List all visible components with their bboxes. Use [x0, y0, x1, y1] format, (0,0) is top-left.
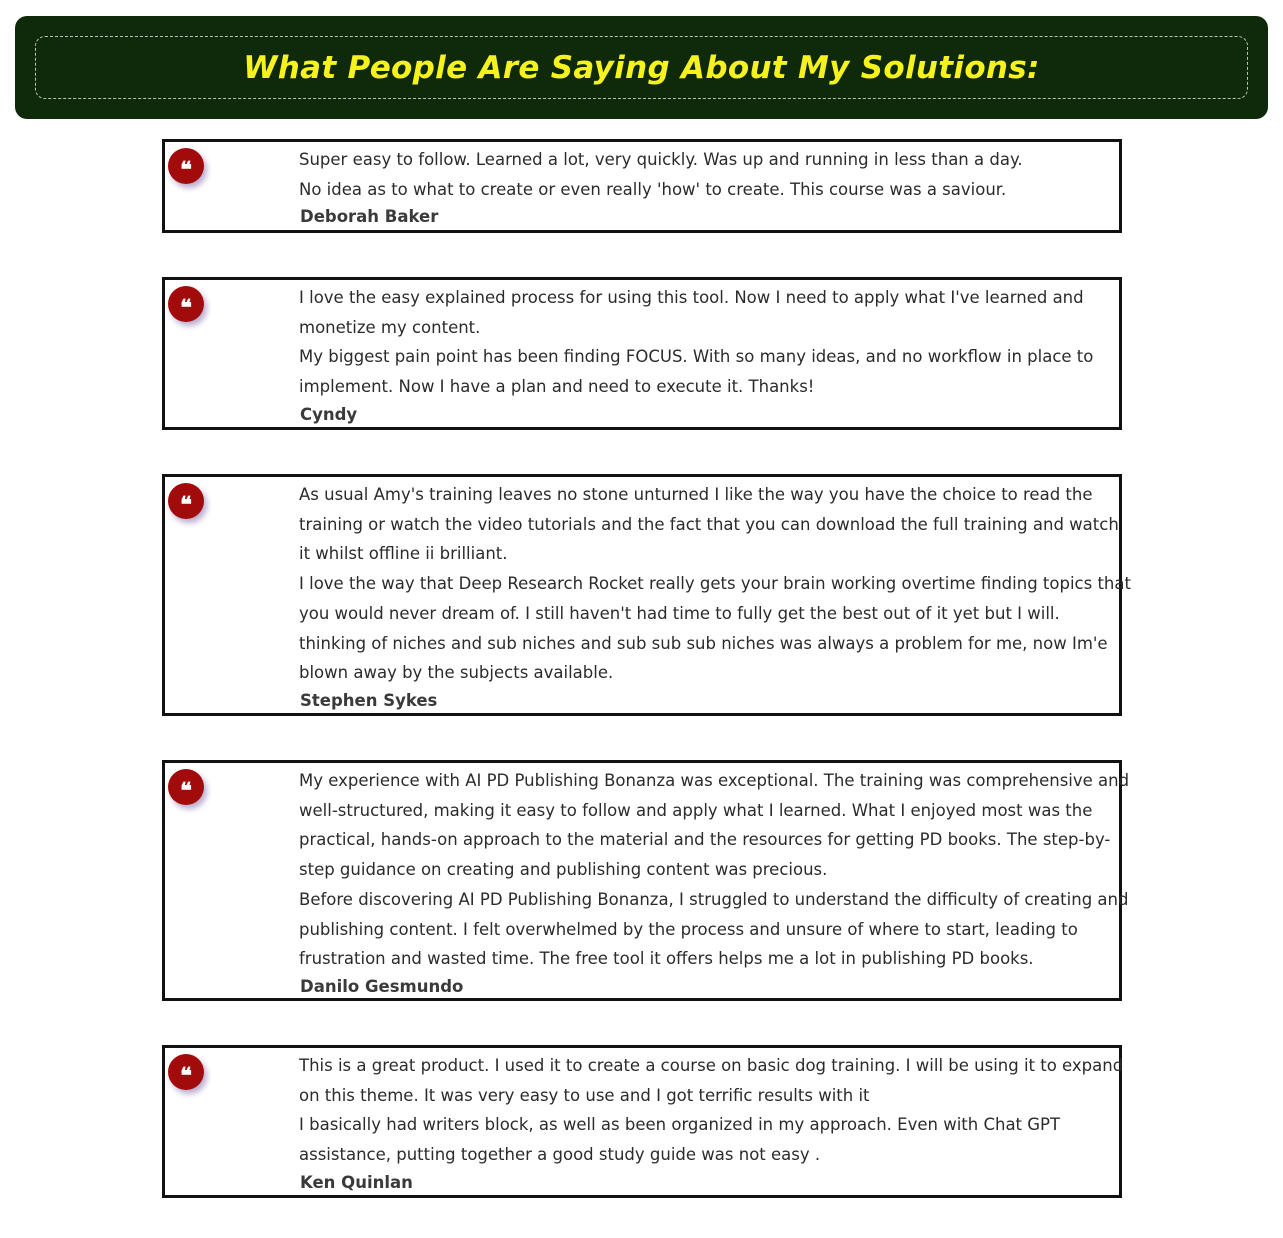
- testimonial-text: Super easy to follow. Learned a lot, very quickly. Was up and running in less than a day.: [299, 150, 1023, 169]
- testimonial-text: As usual Amy's training leaves no stone unturned I like the way you have the choice to read the: [299, 485, 1093, 504]
- testimonial-text: training or watch the video tutorials and the fact that you can download the full training and watch: [299, 514, 1119, 534]
- testimonial-text: practical, hands-on approach to the material and the resources for getting PD books. The step-by-: [299, 830, 1111, 850]
- testimonial-card: [162, 1045, 1122, 1198]
- testimonial-text: implement. Now I have a plan and need to execute it. Thanks!: [299, 377, 815, 397]
- testimonial-text: I love the way that Deep Research Rocket really gets your brain working overtime finding topics that: [299, 574, 1131, 594]
- testimonial-text: frustration and wasted time. The free tool it offers helps me a lot in publishing PD books.: [299, 949, 1034, 969]
- testimonial-text: This is a great product. I used it to create a course on basic dog training. I will be using it to expand: [299, 1056, 1124, 1075]
- quote-icon: ❝: [168, 1054, 204, 1090]
- testimonials-header: [15, 16, 1268, 119]
- testimonial-body: [299, 766, 1130, 998]
- testimonial-text: Before discovering AI PD Publishing Bonanza, I struggled to understand the difficulty of creating and: [299, 889, 1129, 909]
- testimonial-text: I love the easy explained process for using this tool. Now I need to apply what I've learned and: [299, 288, 1084, 307]
- testimonial-card: [162, 760, 1130, 1001]
- testimonial-text: you would never dream of. I still haven't had time to fully get the best out of it yet but I will.: [299, 603, 1060, 623]
- testimonial-author: Deborah Baker: [300, 207, 439, 227]
- testimonial-author: Stephen Sykes: [300, 690, 438, 710]
- testimonial-text: blown away by the subjects available.: [299, 663, 614, 683]
- testimonial-text: publishing content. I felt overwhelmed by the process and unsure of where to start, leading to: [299, 919, 1078, 939]
- testimonial-text: step guidance on creating and publishing content was precious.: [299, 860, 828, 880]
- testimonial-card: [162, 474, 1131, 716]
- testimonial-body: [299, 1051, 1124, 1194]
- testimonial-author: Cyndy: [300, 404, 358, 424]
- quote-icon: ❝: [168, 286, 204, 322]
- testimonial-author: Danilo Gesmundo: [300, 976, 464, 996]
- testimonial-text: well-structured, making it easy to follow and apply what I learned. What I enjoyed most was the: [299, 800, 1093, 820]
- quote-icon: ❝: [168, 769, 204, 805]
- testimonial-text: No idea as to what to create or even really 'how' to create. This course was a saviour.: [299, 179, 1007, 199]
- testimonial-text: on this theme. It was very easy to use and I got terrific results with it: [299, 1085, 870, 1105]
- quote-icon: ❝: [168, 483, 204, 519]
- page-title: What People Are Saying About My Solutions:: [243, 49, 1040, 86]
- testimonial-text: My biggest pain point has been finding FOCUS. With so many ideas, and no workflow in place to: [299, 347, 1094, 367]
- testimonial-body: [299, 480, 1131, 712]
- testimonial-body: [299, 145, 1113, 228]
- testimonial-text: assistance, putting together a good study guide was not easy .: [299, 1145, 821, 1165]
- testimonial-author: Ken Quinlan: [300, 1172, 413, 1192]
- quote-icon: ❝: [168, 148, 204, 184]
- testimonial-text: My experience with AI PD Publishing Bonanza was exceptional. The training was comprehensive and: [299, 771, 1130, 790]
- testimonial-card: [162, 139, 1122, 233]
- testimonial-text: thinking of niches and sub niches and sub sub sub niches was always a problem for me, now Im'e: [299, 633, 1108, 653]
- testimonial-body: [299, 283, 1113, 426]
- header-dashed-frame: [35, 36, 1248, 99]
- testimonial-text: it whilst offline ii brilliant.: [299, 544, 508, 564]
- testimonial-text: I basically had writers block, as well as been organized in my approach. Even with Chat GPT: [299, 1115, 1061, 1135]
- testimonial-card: [162, 277, 1122, 430]
- testimonial-text: monetize my content.: [299, 317, 481, 337]
